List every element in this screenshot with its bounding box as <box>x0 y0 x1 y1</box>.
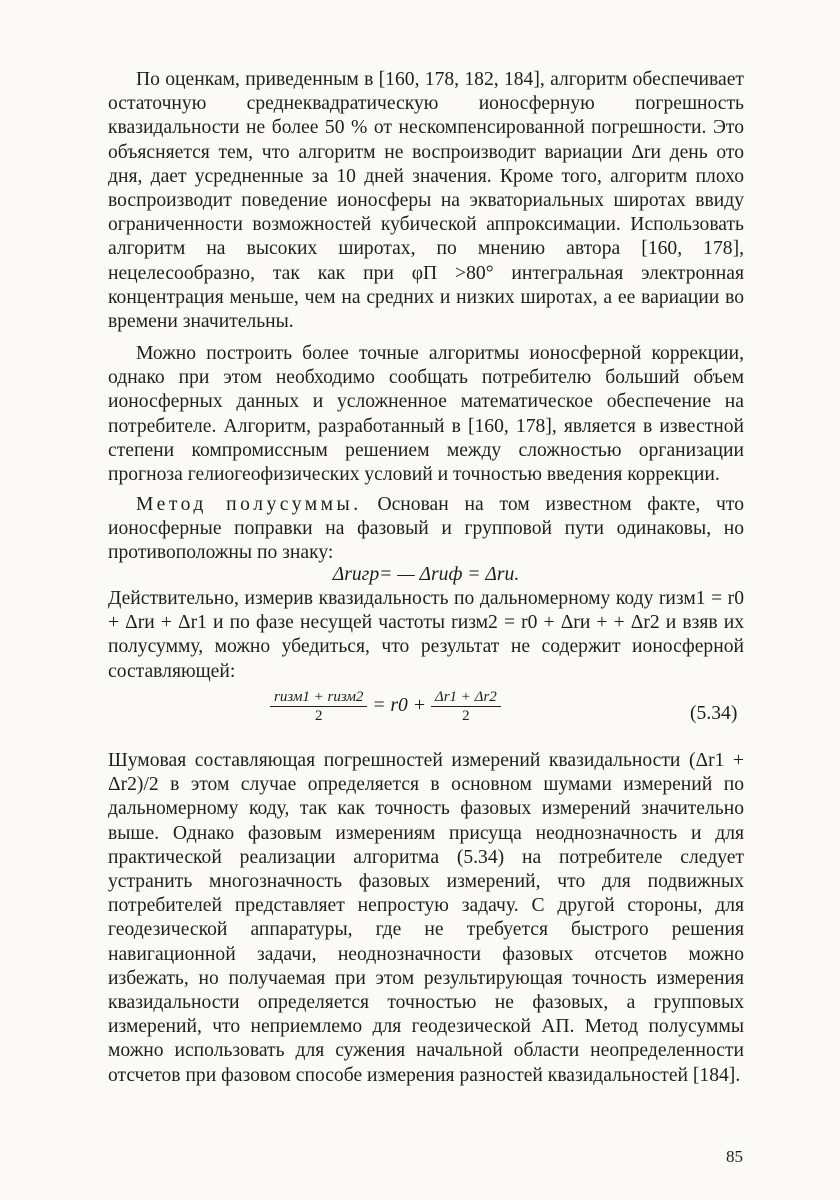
fraction-measurements-denominator: 2 <box>270 706 367 725</box>
method-heading: Метод полусуммы. <box>136 494 362 515</box>
fraction-measurements <box>270 688 367 725</box>
paragraph-3 <box>108 493 744 566</box>
fraction-errors-numerator: Δr1 + Δr2 <box>434 689 497 705</box>
paragraph-1: По оценкам, приведенным в [160, 178, 182, 184], алгоритм обеспечивает остаточную среднеквадратическую ионосферную погрешность квазидальности не более 50 % от нескомпенсированной погрешности. Это объясняется тем, что алгоритм не воспроизводит вариации Δrи день ото дня, дает усредненные за 10 дней значения. Кроме того, алгоритм плохо воспроизводит поведение ионосферы на экваториальных широтах ввиду ограниченности возможностей кубической аппроксимации. Использовать алгоритм на высоких широтах, по мнению автора [160, 178], нецелесообразно, так как при φП >80° интегральная электронная концентрация меньше, чем на средних и низких широтах, а ее вариации во времени значительны. <box>108 69 744 333</box>
fraction-errors-denominator: 2 <box>431 706 501 725</box>
fraction-errors <box>431 688 501 725</box>
paragraph-5: Шумовая составляющая погрешностей измерений квазидальности (Δr1 + Δr2)/2 в этом случае определяется в основном шумами измерений по дальномерному коду, так как точность фазовых измерений значительно выше. Однако фазовым измерениям присуща неоднозначность и для практической реализации алгоритма (5.34) на потребителе следует устранить многозначность фазовых измерений, что для подвижных потребителей представляет непростую задачу. С другой стороны, для геодезической аппаратуры, где не требуется быстрого решения навигационной задачи, неоднозначности фазовых отсчетов можно избежать, но получаемая при этом результирующая точность измерения квазидальности определяется точностью не фазовых, а групповых измерений, что неприемлемо для геодезической АП. Метод полусуммы можно использовать для сужения начальной области неопределенности отсчетов при фазовом способе измерения разностей квазидальностей [184]. <box>108 750 744 1086</box>
equation-half-sum <box>270 688 501 725</box>
equation-middle: = r0 + <box>372 695 426 716</box>
page-number: 85 <box>726 1147 743 1166</box>
fraction-measurements-numerator: rизм1 + rизм2 <box>274 689 364 705</box>
equation-number: (5.34) <box>690 703 738 724</box>
paragraph-4: Действительно, измерив квазидальность по дальномерному коду rизм1 = r0 + Δrи + Δr1 и по фазе несущей частоты rизм2 = r0 + Δrи + + Δr2 и взяв их полусумму, можно убедиться, что результат не содержит ионосферной составляющей: <box>108 588 744 682</box>
paragraph-2: Можно построить более точные алгоритмы ионосферной коррекции, однако при этом необходимо сообщать потребителю больший объем ионосферных данных и усложненное математическое обеспечение на потребителе. Алгоритм, разработанный в [160, 178], является в известной степени компромиссным решением между сложностью организации прогноза гелиогеофизических условий и точностью введения коррекции. <box>108 343 744 486</box>
paragraph-3-text: Основан на том известном факте, что ионосферные поправки на фазовый и групповой пути одинаковы, но противоположны по знаку: <box>108 494 744 564</box>
equation-ionospheric-corrections: Δrигр= — Δrиф = Δrи. <box>332 564 520 585</box>
